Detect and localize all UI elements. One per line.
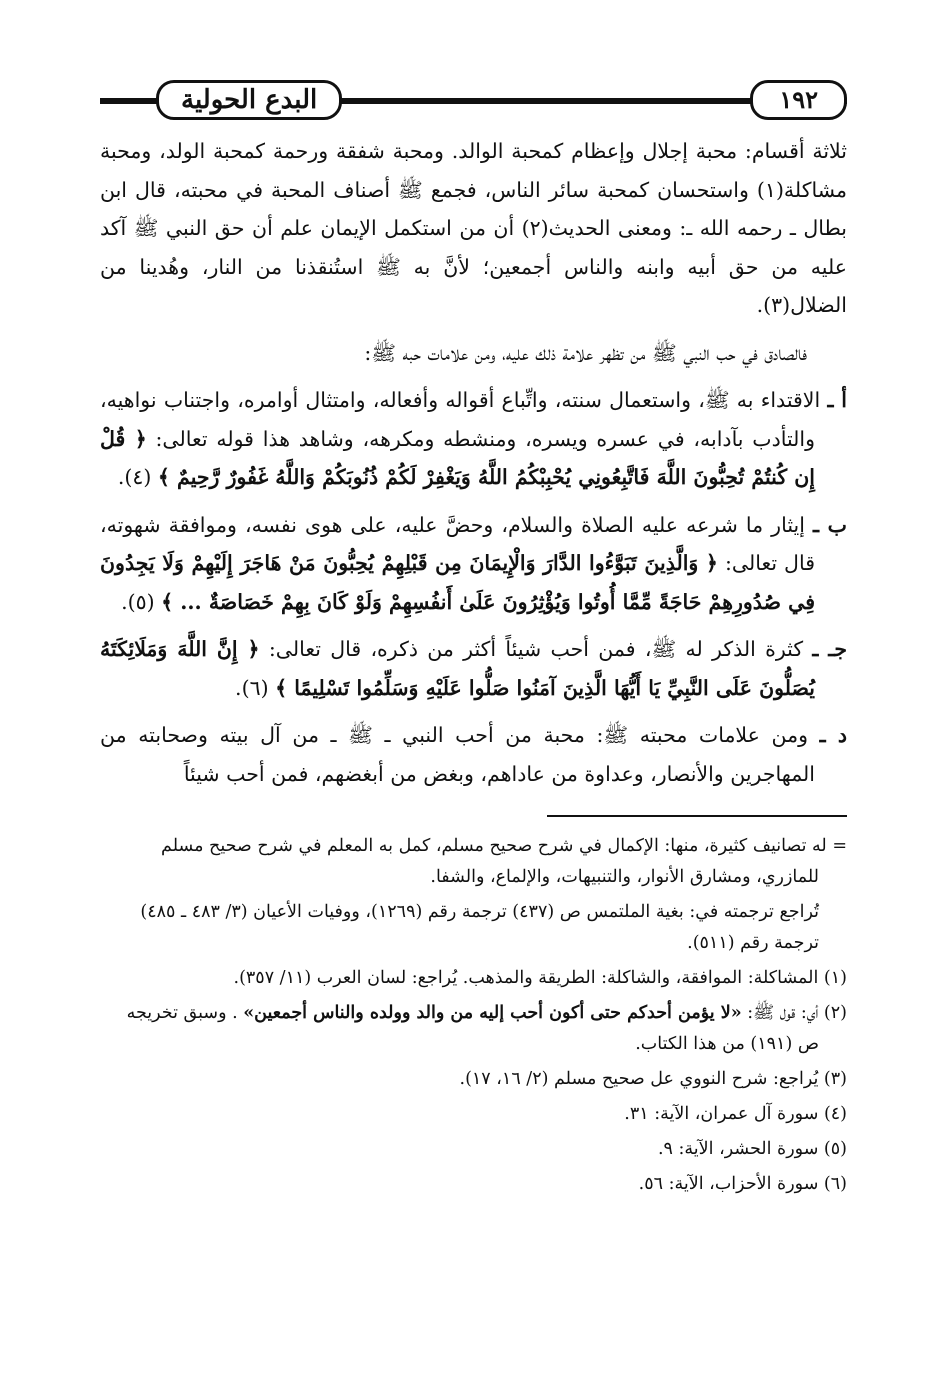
footnote-continued: [100, 831, 847, 893]
footnote-6: (٦) سورة الأحزاب، الآية: ٥٦.: [638, 1174, 847, 1194]
list-marker: ب ـ: [812, 512, 847, 537]
footnote-separator: [547, 815, 847, 817]
list-item-text: إيثار ما شرعه عليه الصلاة والسلام، وحضَّ عليه، على هوى نفسه، وموافقة شهوته، قال تعالى:: [100, 512, 815, 575]
footnotes: [100, 831, 847, 1200]
footnote-ref: (٦).: [235, 675, 269, 700]
footnote-ref: (٤).: [117, 465, 152, 489]
page-number: ١٩٢: [750, 80, 847, 120]
list-marker: أ ـ: [827, 388, 847, 412]
list-item-a: [100, 381, 847, 497]
list-item-d: [100, 716, 847, 793]
list-marker: جـ ـ: [812, 637, 847, 661]
running-title: البدع الحولية: [156, 80, 342, 120]
footnote-continued-2: تُراجع ترجمته في: بغية الملتمس ص (٤٣٧) ترجمة رقم (١٢٦٩)، ووفيات الأعيان (٣/ ٤٨٣ ـ ٤٨٥) ترجمة رقم (٥١١).: [140, 902, 819, 953]
hadith-quote: «لا يؤمن أحدكم حتى أكون أحب إليه من والد وولده والناس أجمعين»: [243, 1003, 742, 1023]
paragraph-signs: فالصادق في حب النبي ﷺ من تظهر علامة ذلك عليه، ومن علامات حبه ﷺ:: [364, 340, 807, 365]
footnote-ref: (٥).: [121, 589, 155, 614]
footnote-text: له تصانيف كثيرة، منها: الإكمال في شرح صحيح مسلم، كمل به المعلم في شرح صحيح مسلم للمازري، ومشارق الأنوار، والتنبيهات، والإلماع، والشفا.: [161, 836, 827, 887]
list-marker: د ـ: [819, 723, 847, 747]
list-item-text: ومن علامات محبته ﷺ: محبة من أحب النبي ـ ﷺ ـ من آل بيته وصحابته من المهاجرين والأنصار، وعداوة من عاداهم، وبغض من أبغضهم، فمن أحب شيئاً: [100, 723, 815, 786]
footnote-3: (٣) يُراجع: شرح النووي عل صحيح مسلم (٢/ ١٦، ١٧).: [459, 1069, 847, 1089]
list-item-text: كثرة الذكر له ﷺ، فمن أحب شيئاً أكثر من ذكره، قال تعالى:: [259, 637, 804, 661]
continuation-mark: =: [832, 836, 847, 856]
main-text: [100, 132, 847, 793]
footnote-text: (٢) أي: قول ﷺ:: [741, 1003, 847, 1023]
quran-verse: ﴿ إِنَّ اللَّهَ وَمَلَائِكَتَهُ يُصَلُّونَ عَلَى النَّبِيِّ يَا أَيُّهَا الَّذِينَ آمَنُوا صَلُّوا عَلَيْهِ وَسَلِّمُوا تَسْلِيمًا ﴾: [100, 637, 815, 700]
footnote-2: [100, 998, 847, 1060]
list-item-c: [100, 630, 847, 707]
footnote-1: (١) المشاكلة: الموافقة، والشاكلة: الطريقة والمذهب. يُراجع: لسان العرب (١١/ ٣٥٧).: [233, 968, 847, 988]
page-header: [100, 78, 847, 122]
footnote-text: . وسبق تخريجه ص (١٩١) من هذا الكتاب.: [126, 1003, 819, 1054]
quran-verse: ﴿ قُلْ إِن كُنتُمْ تُحِبُّونَ اللَّهَ فَاتَّبِعُونِي يُحْبِبْكُمُ اللَّهُ وَيَغْفِرْ لَكُمْ ذُنُوبَكُمْ وَاللَّهُ غَفُورٌ رَّحِيمٌ ﴾: [100, 426, 815, 489]
list-item-text: الاقتداء به ﷺ، واستعمال سنته، واتِّباع أقواله وأفعاله، وامتثال أوامره، واجتناب نواهيه، والتأدب بآدابه، في عسره ويسره، ومنشطه ومكرهه، وشاهد هذا قوله تعالى:: [100, 388, 821, 451]
footnote-4: (٤) سورة آل عمران، الآية: ٣١.: [624, 1104, 847, 1124]
paragraph-intro: ثلاثة أقسام: محبة إجلال وإعظام كمحبة الوالد. ومحبة شفقة ورحمة كمحبة الولد، ومحبة مشاكلة(١) واستحسان كمحبة سائر الناس، فجمع ﷺ أصناف المحبة في محبته، قال ابن بطال ـ رحمه الله ـ: ومعنى الحديث(٢) أن من استكمل الإيمان علم أن حق النبي ﷺ آكد عليه من حق أبيه وابنه والناس أجمعين؛ لأنَّ به ﷺ استُنقذنا من النار، وهُدينا من الضلال(٣).: [100, 139, 848, 317]
quran-verse: ﴿ وَالَّذِينَ تَبَوَّءُوا الدَّارَ وَالْإِيمَانَ مِن قَبْلِهِمْ يُحِبُّونَ مَنْ هَاجَرَ إِلَيْهِمْ وَلَا يَجِدُونَ فِي صُدُورِهِمْ حَاجَةً مِّمَّا أُوتُوا وَيُؤْثِرُونَ عَلَىٰ أَنفُسِهِمْ وَلَوْ كَانَ بِهِمْ خَصَاصَةٌ ... ﴾: [100, 551, 815, 614]
footnote-5: (٥) سورة الحشر، الآية: ٩.: [657, 1139, 847, 1159]
list-item-b: [100, 506, 847, 622]
